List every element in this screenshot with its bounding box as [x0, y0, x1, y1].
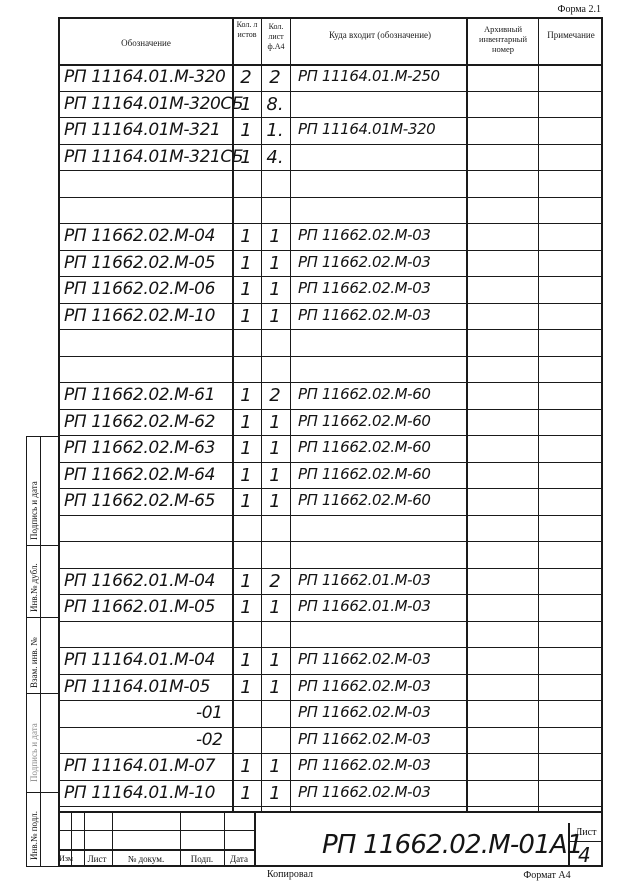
- row-line: [58, 223, 603, 224]
- where-used-cell: РП 11662.02.М-03: [298, 729, 431, 748]
- designation-cell: РП 11662.02.М-61: [64, 385, 215, 405]
- sheets-a4-cell: 1: [269, 676, 281, 698]
- row-line: [58, 329, 603, 330]
- row-line: [58, 541, 603, 542]
- sheets-a4-cell: 1: [269, 438, 281, 459]
- col-line-5: [538, 17, 539, 811]
- document-number: РП 11662.02.М-01А1: [322, 830, 583, 860]
- sheets-count-cell: 1: [240, 650, 252, 671]
- row-line: [58, 647, 603, 648]
- header-sheets-a4: Кол. лист ф.А4: [267, 22, 285, 51]
- where-used-cell: РП 11662.02.М-03: [298, 279, 431, 297]
- where-used-cell: РП 11164.01М-320: [298, 120, 436, 138]
- row-line: [58, 409, 603, 410]
- row-line: [58, 594, 603, 595]
- sheets-a4-cell: 1: [269, 782, 281, 804]
- row-line: [58, 144, 603, 145]
- sheets-count-cell: 1: [240, 120, 252, 141]
- where-used-cell: РП 11662.01.М-03: [298, 597, 431, 615]
- sheets-count-cell: 1: [240, 252, 252, 274]
- footer-copied: Копировал: [267, 869, 313, 880]
- row-line: [58, 488, 603, 489]
- sheet-label: Лист: [575, 827, 597, 838]
- side-label-inv-orig: Инв.№ подл.: [29, 810, 39, 860]
- sheet-number: 4: [578, 843, 591, 867]
- designation-cell: РП 11662.02.М-64: [64, 464, 215, 485]
- row-line: [58, 780, 603, 781]
- tb-col-6: [254, 811, 256, 867]
- designation-cell: РП 11662.02.М-05: [64, 252, 215, 273]
- header-sheets-count: Кол. листов: [236, 20, 258, 39]
- tb-col-doc: № докум.: [127, 854, 165, 864]
- row-line: [58, 197, 603, 198]
- tb-col-sign: Подп.: [190, 854, 214, 864]
- where-used-cell: РП 11662.02.М-60: [298, 464, 431, 483]
- where-used-cell: РП 11662.02.М-03: [298, 676, 431, 695]
- row-line: [58, 170, 603, 171]
- designation-cell: РП 11662.02.М-04: [64, 226, 215, 246]
- row-line: [58, 91, 603, 92]
- side-label-sign-date-2: Подпись и дата: [29, 723, 39, 782]
- sheets-a4-cell: 1: [269, 464, 281, 486]
- sheets-count-cell: 1: [240, 464, 252, 486]
- side-label-replace-inv: Взам. инв. №: [29, 637, 39, 688]
- tb-col-change: Изм: [59, 854, 73, 863]
- sheets-count-cell: 1: [240, 411, 252, 433]
- where-used-cell: РП 11662.02.М-03: [298, 305, 431, 324]
- where-used-cell: РП 11662.02.М-03: [298, 782, 431, 801]
- sheets-a4-cell: 1: [269, 279, 281, 300]
- where-used-cell: РП 11662.02.М-03: [298, 252, 431, 271]
- sheets-a4-cell: 2: [269, 385, 281, 406]
- row-line: [58, 250, 603, 251]
- designation-cell: РП 11662.01.М-05: [64, 597, 215, 617]
- sheets-count-cell: 2: [240, 67, 252, 88]
- sheets-count-cell: 1: [240, 305, 252, 327]
- row-line: [58, 382, 603, 383]
- sheets-count-cell: 1: [240, 782, 252, 804]
- where-used-cell: РП 11662.02.М-03: [298, 226, 431, 244]
- sheets-a4-cell: 4.: [266, 146, 284, 168]
- side-div-4: [26, 792, 58, 793]
- tb-col-date: Дата: [230, 854, 248, 864]
- where-used-cell: РП 11662.02.М-60: [298, 491, 431, 509]
- designation-cell: РП 11662.02.М-06: [64, 279, 215, 299]
- designation-cell: РП 11164.01М-320СБ: [64, 93, 244, 114]
- row-line: [58, 303, 603, 304]
- sheets-count-cell: 1: [240, 226, 252, 247]
- sheets-count-cell: 1: [240, 385, 252, 406]
- sheets-a4-cell: 1: [269, 756, 281, 777]
- designation-cell: РП 11164.01М-321: [64, 120, 221, 140]
- sheets-a4-cell: 2: [269, 67, 281, 88]
- header-divider: [58, 64, 603, 66]
- row-line: [58, 753, 603, 754]
- col-line-4: [466, 17, 468, 811]
- sheets-count-cell: 1: [240, 146, 252, 168]
- side-label-inv-dup: Инв.№ дубл.: [29, 563, 39, 612]
- form-label: Форма 2.1: [557, 4, 601, 15]
- sheets-count-cell: 1: [240, 756, 252, 777]
- title-block-top: [58, 811, 603, 813]
- header-where-used: Куда входит (обозначение): [328, 30, 432, 40]
- designation-cell: РП 11662.02.М-63: [64, 438, 215, 458]
- designation-cell: РП 11164.01.М-04: [64, 650, 215, 670]
- designation-cell: РП 11164.01.М-320: [64, 67, 226, 87]
- sheets-a4-cell: 1: [269, 305, 281, 327]
- header-archive: Архивный инвентарный номер: [478, 24, 528, 54]
- sheets-count-cell: 1: [240, 93, 252, 115]
- sheets-count-cell: 1: [240, 279, 252, 300]
- where-used-cell: РП 11662.01.М-03: [298, 570, 431, 589]
- sheets-count-cell: 1: [240, 676, 252, 698]
- sheets-a4-cell: 1: [269, 650, 281, 671]
- designation-cell: РП 11662.02.М-65: [64, 491, 215, 511]
- side-strip-divider: [40, 436, 41, 867]
- row-line: [58, 621, 603, 622]
- sheets-a4-cell: 1: [269, 226, 281, 247]
- designation-cell: -02: [196, 729, 223, 750]
- col-line-2: [261, 17, 262, 811]
- col-line-3: [290, 17, 291, 811]
- sheets-a4-cell: 8.: [266, 93, 284, 115]
- side-label-sign-date-1: Подпись и дата: [29, 481, 39, 540]
- designation-cell: РП 11164.01.М-10: [64, 782, 215, 803]
- where-used-cell: РП 11662.02.М-03: [298, 650, 431, 668]
- row-line: [58, 806, 603, 807]
- sheets-count-cell: 1: [240, 438, 252, 459]
- side-div-1: [26, 545, 58, 546]
- sheets-a4-cell: 1: [269, 252, 281, 274]
- designation-cell: РП 11662.02.М-10: [64, 305, 215, 326]
- designation-cell: -01: [196, 703, 223, 723]
- row-line: [58, 568, 603, 569]
- row-line: [58, 117, 603, 118]
- tb-col-sheet: Лист: [87, 854, 107, 864]
- designation-cell: РП 11164.01М-05: [64, 676, 210, 697]
- header-note: Примечание: [547, 30, 595, 40]
- row-line: [58, 674, 603, 675]
- sheets-a4-cell: 1: [269, 491, 281, 512]
- row-line: [58, 515, 603, 516]
- sheets-count-cell: 1: [240, 597, 252, 618]
- sheets-a4-cell: 2: [269, 570, 281, 592]
- side-div-3: [26, 693, 58, 694]
- row-line: [58, 356, 603, 357]
- designation-cell: РП 11662.01.М-04: [64, 570, 215, 591]
- sheets-count-cell: 1: [240, 570, 252, 592]
- where-used-cell: РП 11662.02.М-60: [298, 411, 431, 430]
- sheets-a4-cell: 1: [269, 597, 281, 618]
- row-line: [58, 727, 603, 728]
- row-line: [58, 435, 603, 436]
- designation-cell: РП 11662.02.М-62: [64, 411, 215, 432]
- designation-cell: РП 11164.01.М-07: [64, 756, 215, 776]
- where-used-cell: РП 11662.02.М-60: [298, 385, 431, 403]
- row-line: [58, 462, 603, 463]
- sheets-count-cell: 1: [240, 491, 252, 512]
- side-div-2: [26, 617, 58, 618]
- where-used-cell: РП 11662.02.М-03: [298, 756, 431, 774]
- col-line-1: [232, 17, 234, 811]
- designation-cell: РП 11164.01М-321СБ: [64, 146, 244, 167]
- header-designation: Обозначение: [121, 38, 171, 48]
- row-line: [58, 700, 603, 701]
- row-line: [58, 276, 603, 277]
- where-used-cell: РП 11164.01.М-250: [298, 67, 440, 85]
- where-used-cell: РП 11662.02.М-03: [298, 703, 431, 721]
- where-used-cell: РП 11662.02.М-60: [298, 438, 431, 456]
- footer-format: Формат А4: [523, 870, 571, 881]
- sheets-a4-cell: 1: [269, 411, 281, 433]
- sheets-a4-cell: 1.: [266, 120, 284, 141]
